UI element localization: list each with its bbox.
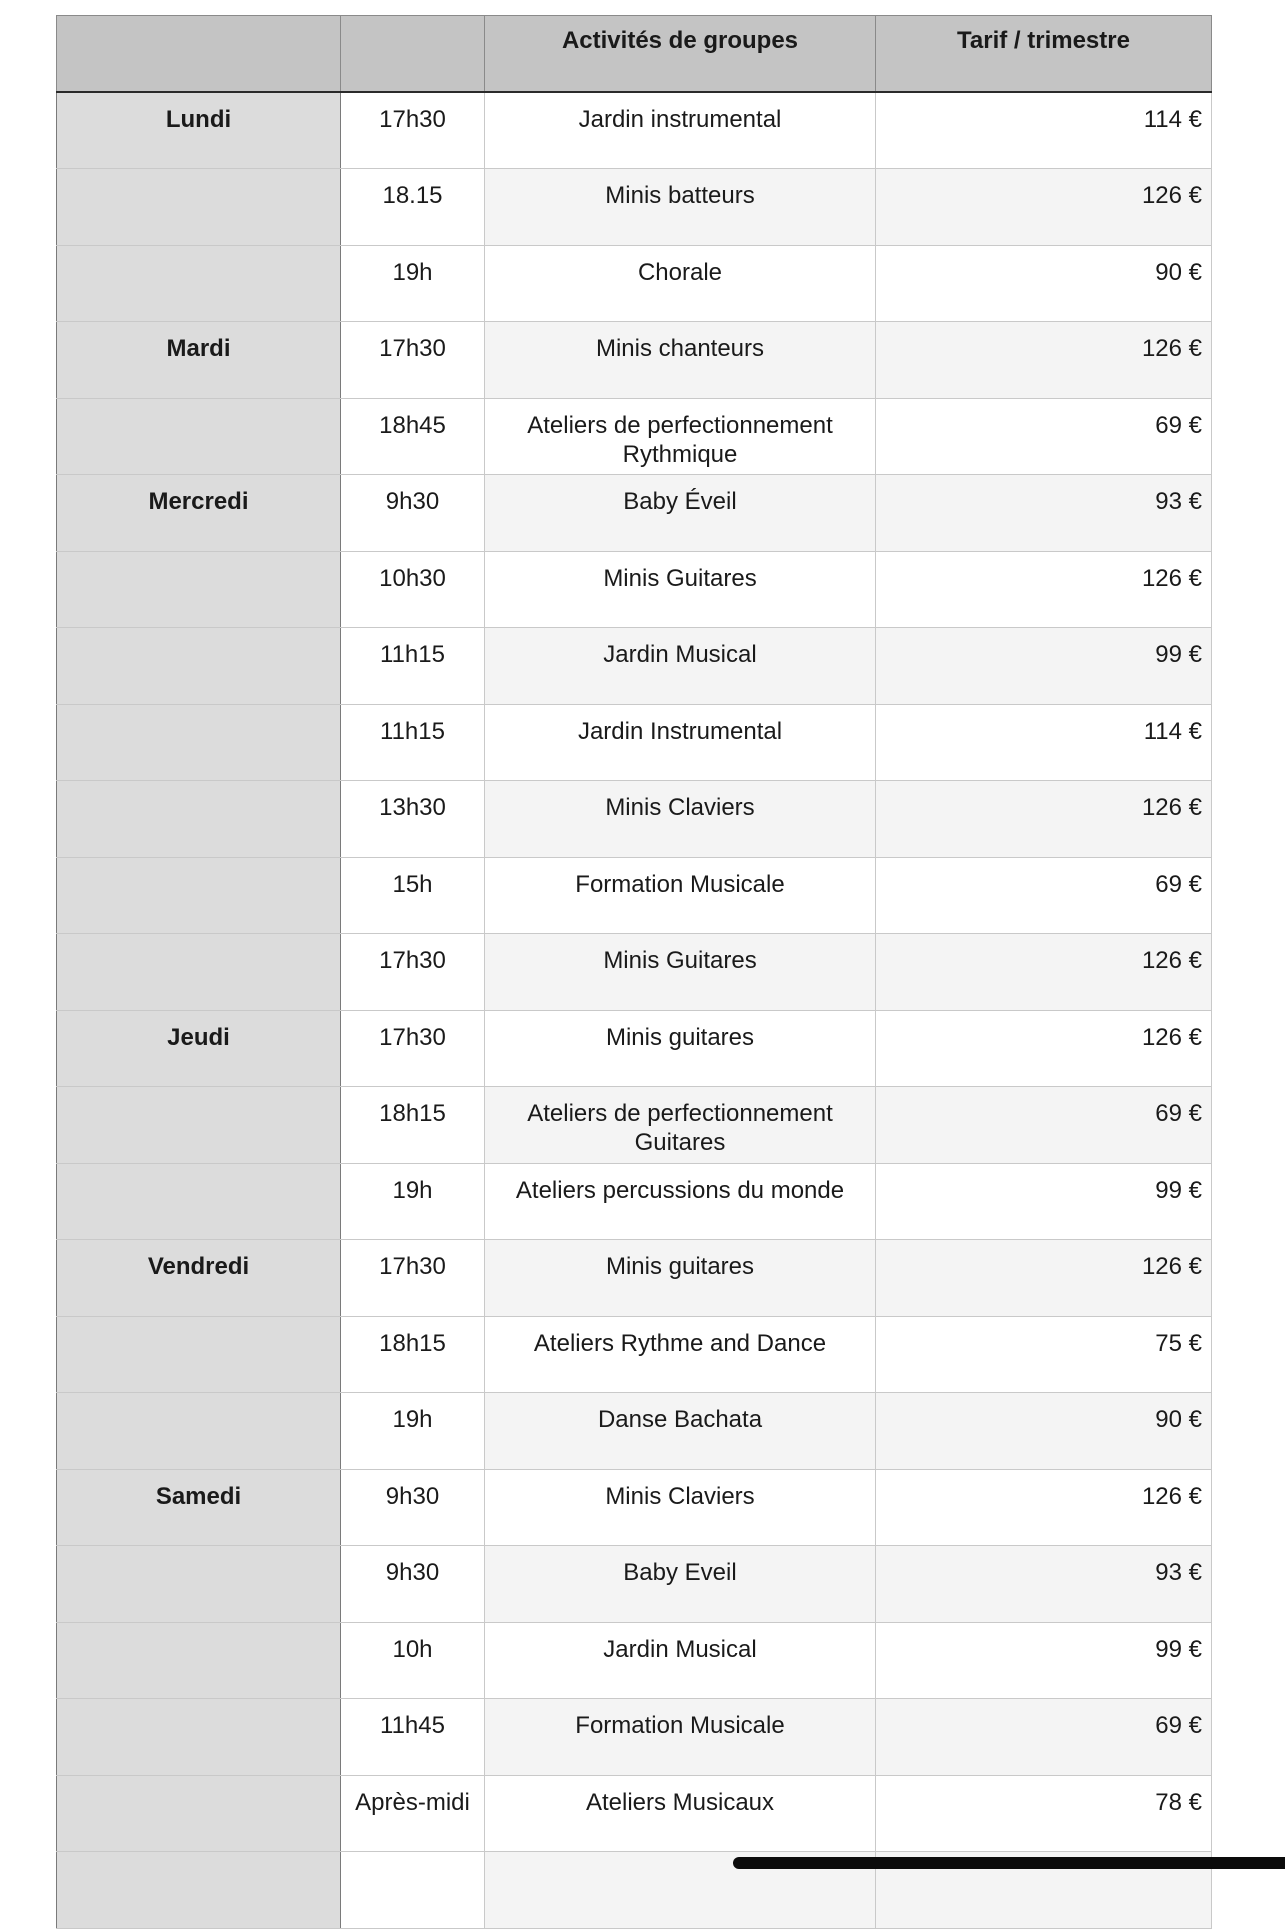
time-cell: 9h30 [341, 1546, 485, 1623]
activity-cell: Baby Éveil [485, 475, 876, 552]
price-cell: 126 € [876, 1469, 1212, 1546]
table-row [57, 1240, 1212, 1317]
time-cell: 9h30 [341, 1469, 485, 1546]
activity-cell: Minis chanteurs [485, 322, 876, 399]
time-cell: 18h15 [341, 1316, 485, 1393]
time-cell: 19h [341, 1393, 485, 1470]
table-row [57, 92, 1212, 169]
activity-cell: Minis Guitares [485, 934, 876, 1011]
time-cell: 17h30 [341, 934, 485, 1011]
day-cell: Samedi [57, 1469, 341, 1546]
table-row [57, 1087, 1212, 1164]
activity-cell: Ateliers de perfectionnement Guitares [485, 1087, 876, 1164]
time-cell: 19h [341, 1163, 485, 1240]
day-cell [57, 169, 341, 246]
activity-cell: Formation Musicale [485, 1699, 876, 1776]
day-cell: Jeudi [57, 1010, 341, 1087]
table-row [57, 551, 1212, 628]
activity-cell: Jardin instrumental [485, 92, 876, 169]
price-cell: 114 € [876, 92, 1212, 169]
table-row [57, 475, 1212, 552]
time-cell: 13h30 [341, 781, 485, 858]
day-cell [57, 781, 341, 858]
day-cell [57, 551, 341, 628]
day-cell [57, 1316, 341, 1393]
day-cell [57, 704, 341, 781]
price-cell: 75 € [876, 1316, 1212, 1393]
activity-cell: Baby Eveil [485, 1546, 876, 1623]
table-row [57, 1775, 1212, 1852]
activity-cell: Minis Guitares [485, 551, 876, 628]
price-cell: 126 € [876, 781, 1212, 858]
time-cell: 10h [341, 1622, 485, 1699]
header-price: Tarif / trimestre [876, 16, 1212, 93]
table-row [57, 322, 1212, 399]
schedule-body [57, 92, 1212, 1928]
day-cell [57, 245, 341, 322]
price-cell: 126 € [876, 1240, 1212, 1317]
table-row [57, 398, 1212, 475]
day-cell [57, 934, 341, 1011]
time-cell: 18h45 [341, 398, 485, 475]
price-cell: 90 € [876, 245, 1212, 322]
table-row [57, 169, 1212, 246]
price-cell: 114 € [876, 704, 1212, 781]
price-cell: 69 € [876, 1699, 1212, 1776]
activity-cell: Minis guitares [485, 1240, 876, 1317]
time-cell: 17h30 [341, 1010, 485, 1087]
table-row [57, 1393, 1212, 1470]
day-cell [57, 1852, 341, 1929]
activity-cell: Minis guitares [485, 1010, 876, 1087]
table-row [57, 1699, 1212, 1776]
time-cell [341, 1852, 485, 1929]
table-row [57, 934, 1212, 1011]
day-cell [57, 1622, 341, 1699]
time-cell: 11h15 [341, 628, 485, 705]
day-cell [57, 398, 341, 475]
activity-cell: Formation Musicale [485, 857, 876, 934]
time-cell: 10h30 [341, 551, 485, 628]
table-row [57, 1546, 1212, 1623]
table-row [57, 857, 1212, 934]
price-cell: 99 € [876, 1163, 1212, 1240]
activity-cell: Minis Claviers [485, 781, 876, 858]
time-cell: 9h30 [341, 475, 485, 552]
price-cell: 99 € [876, 1622, 1212, 1699]
activity-cell: Danse Bachata [485, 1393, 876, 1470]
time-cell: 18.15 [341, 169, 485, 246]
activity-cell: Minis batteurs [485, 169, 876, 246]
price-cell: 69 € [876, 398, 1212, 475]
day-cell: Mardi [57, 322, 341, 399]
activity-cell: Ateliers percussions du monde [485, 1163, 876, 1240]
table-row [57, 628, 1212, 705]
day-cell [57, 1087, 341, 1164]
header-activity: Activités de groupes [485, 16, 876, 93]
day-cell [57, 1775, 341, 1852]
time-cell: 15h [341, 857, 485, 934]
day-cell [57, 628, 341, 705]
activity-cell: Minis Claviers [485, 1469, 876, 1546]
price-cell: 126 € [876, 322, 1212, 399]
day-cell: Mercredi [57, 475, 341, 552]
price-cell: 90 € [876, 1393, 1212, 1470]
activity-cell: Ateliers de perfectionnement Rythmique [485, 398, 876, 475]
day-cell [57, 1546, 341, 1623]
activity-cell: Ateliers Rythme and Dance [485, 1316, 876, 1393]
day-cell [57, 1699, 341, 1776]
price-cell: 69 € [876, 857, 1212, 934]
time-cell: 17h30 [341, 92, 485, 169]
day-cell [57, 1393, 341, 1470]
time-cell: 17h30 [341, 1240, 485, 1317]
price-cell: 99 € [876, 628, 1212, 705]
time-cell: 19h [341, 245, 485, 322]
header-row [57, 16, 1212, 93]
price-cell: 93 € [876, 475, 1212, 552]
table-row [57, 1316, 1212, 1393]
day-cell [57, 857, 341, 934]
table-row [57, 1163, 1212, 1240]
table-row [57, 1469, 1212, 1546]
table-row [57, 781, 1212, 858]
time-cell: Après-midi [341, 1775, 485, 1852]
price-cell: 126 € [876, 1010, 1212, 1087]
activity-cell: Jardin Musical [485, 1622, 876, 1699]
header-time [341, 16, 485, 93]
price-cell: 126 € [876, 934, 1212, 1011]
time-cell: 18h15 [341, 1087, 485, 1164]
activity-cell: Ateliers Musicaux [485, 1775, 876, 1852]
price-cell: 69 € [876, 1087, 1212, 1164]
time-cell: 17h30 [341, 322, 485, 399]
time-cell: 11h15 [341, 704, 485, 781]
price-cell: 93 € [876, 1546, 1212, 1623]
price-cell: 126 € [876, 169, 1212, 246]
activity-cell: Jardin Musical [485, 628, 876, 705]
activity-cell: Chorale [485, 245, 876, 322]
day-cell: Vendredi [57, 1240, 341, 1317]
schedule-table [56, 15, 1212, 1929]
table-row [57, 245, 1212, 322]
day-cell [57, 1163, 341, 1240]
table-row [57, 704, 1212, 781]
header-day [57, 16, 341, 93]
day-cell: Lundi [57, 92, 341, 169]
table-row [57, 1010, 1212, 1087]
table-row [57, 1622, 1212, 1699]
home-indicator[interactable] [733, 1857, 1285, 1869]
activity-cell: Jardin Instrumental [485, 704, 876, 781]
time-cell: 11h45 [341, 1699, 485, 1776]
price-cell: 78 € [876, 1775, 1212, 1852]
price-cell: 126 € [876, 551, 1212, 628]
